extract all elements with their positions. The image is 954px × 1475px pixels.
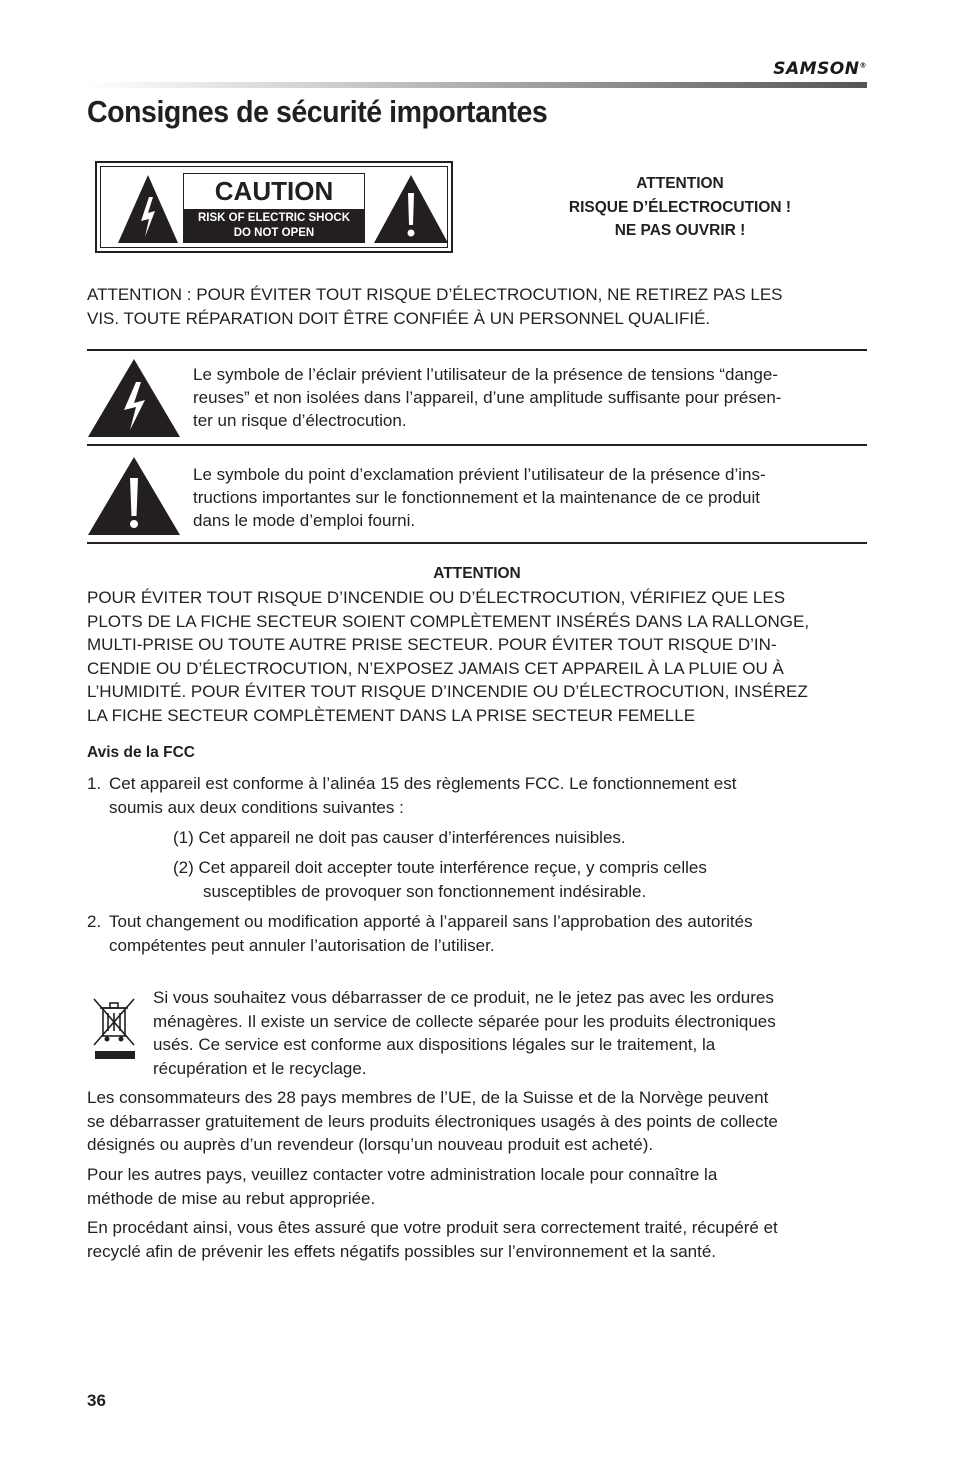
closing-paragraph-3: [87, 1216, 877, 1263]
exclamation-line-3: dans le mode d’emploi fourni.: [193, 511, 416, 530]
caution-word: CAUTION: [214, 176, 334, 206]
weee-line: Si vous souhaitez vous débarrasser de ce produit, ne le jetez pas avec les ordures: [153, 988, 774, 1007]
exclamation-line-2: tructions importantes sur le fonctionnement et la maintenance de ce produit: [193, 488, 760, 507]
caution-band: [184, 209, 364, 242]
warning-paragraph: [87, 283, 783, 330]
fcc-heading: Avis de la FCC: [87, 744, 195, 761]
divider: [87, 349, 867, 351]
lightning-symbol-icon: [87, 358, 181, 438]
exclamation-warning-icon: [373, 173, 449, 245]
fcc-item-2-line-1: Tout changement ou modification apporté à l’appareil sans l’approbation des autorités: [109, 912, 753, 931]
exclamation-symbol-icon: [87, 456, 181, 536]
closing-line: se débarrasser gratuitement de leurs produits électroniques usagés à des points de collecte: [87, 1111, 778, 1131]
attention-line-3: NE PAS OUVRIR !: [614, 222, 746, 239]
lightning-warning-icon: [117, 173, 179, 245]
fcc-item-1-line-1: Cet appareil est conforme à l’alinéa 15 des règlements FCC. Le fonctionnement est: [109, 774, 737, 793]
attention-paragraph: [87, 586, 877, 727]
lightning-description: [193, 363, 863, 432]
exclamation-line-1: Le symbole du point d’exclamation prévient l’utilisateur de la présence d’ins-: [193, 465, 766, 484]
attention-notice: [540, 172, 820, 243]
caution-label: [95, 161, 453, 253]
closing-line: recyclé afin de prévenir les effets négatifs possibles sur l’environnement et la santé.: [87, 1241, 717, 1261]
attention-heading: ATTENTION: [433, 565, 521, 582]
closing-paragraph-1: [87, 1086, 877, 1157]
fcc-sub-2-line-2: susceptibles de provoquer son fonctionnement indésirable.: [203, 881, 647, 901]
fcc-item-2-number: 2.: [87, 912, 102, 931]
fcc-item-1: [109, 772, 736, 819]
caution-line-2: DO NOT OPEN: [233, 227, 315, 239]
fcc-item-2-line-2: compétentes peut annuler l’autorisation de l’utiliser.: [109, 935, 495, 955]
attention-paragraph-line: MULTI-PRISE OU TOUTE AUTRE PRISE SECTEUR. POUR ÉVITER TOUT RISQUE D’IN-: [87, 635, 777, 654]
attention-paragraph-line: LA FICHE SECTEUR COMPLÈTEMENT DANS LA PRISE SECTEUR FEMELLE: [87, 705, 696, 725]
attention-line-2: RISQUE D’ÉLECTROCUTION !: [568, 198, 792, 216]
divider: [87, 542, 867, 544]
closing-paragraph-2: [87, 1163, 877, 1210]
weee-line: récupération et le recyclage.: [153, 1058, 367, 1078]
brand-name: SAMSON: [773, 59, 860, 79]
caution-center-panel: [183, 173, 365, 243]
attention-paragraph-line: PLOTS DE LA FICHE SECTEUR SOIENT COMPLÈTEMENT INSÉRÉS DANS LA RALLONGE,: [87, 611, 810, 631]
warning-line-1: ATTENTION : POUR ÉVITER TOUT RISQUE D’ÉLECTROCUTION, NE RETIREZ PAS LES: [87, 285, 783, 304]
weee-line: ménagères. Il existe un service de collecte séparée pour les produits électroniques: [153, 1011, 776, 1031]
fcc-sub-2-line-1: (2) Cet appareil doit accepter toute interférence reçue, y compris celles: [173, 858, 707, 877]
closing-line: désignés ou auprès d’un revendeur (lorsqu’un nouveau produit est acheté).: [87, 1135, 654, 1154]
warning-line-2: VIS. TOUTE RÉPARATION DOIT ÊTRE CONFIÉE À UN PERSONNEL QUALIFIÉ.: [87, 308, 711, 328]
closing-line: méthode de mise au rebut appropriée.: [87, 1188, 376, 1208]
caution-line-1: RISK OF ELECTRIC SHOCK: [197, 212, 351, 224]
attention-paragraph-line: POUR ÉVITER TOUT RISQUE D’INCENDIE OU D’ÉLECTROCUTION, VÉRIFIEZ QUE LES: [87, 588, 786, 607]
lightning-line-1: Le symbole de l’éclair prévient l’utilisateur de la présence de tensions “dange-: [193, 365, 778, 384]
fcc-item-1-number: 1.: [87, 774, 102, 793]
fcc-sub-2: [173, 856, 707, 903]
weee-paragraph: [153, 986, 863, 1080]
page-number: 36: [87, 1391, 106, 1410]
attention-paragraph-line: CENDIE OU D’ÉLECTROCUTION, N’EXPOSEZ JAMAIS CET APPAREIL À LA PLUIE OU À: [87, 658, 784, 678]
attention-paragraph-line: L’HUMIDITÉ. POUR ÉVITER TOUT RISQUE D’INCENDIE OU D’ÉLECTROCUTION, INSÉREZ: [87, 682, 808, 701]
fcc-item-2: [109, 910, 753, 957]
weee-line: usés. Ce service est conforme aux dispositions légales sur le traitement, la: [153, 1035, 716, 1054]
page-title: Consignes de sécurité importantes: [87, 94, 548, 129]
header-bar: [87, 82, 867, 88]
lightning-line-3: ter un risque d’électrocution.: [193, 411, 407, 430]
exclamation-description: [193, 463, 863, 532]
fcc-item-1-line-2: soumis aux deux conditions suivantes :: [109, 797, 404, 817]
closing-line: Les consommateurs des 28 pays membres de l’UE, de la Suisse et de la Norvège peuvent: [87, 1088, 769, 1107]
crossed-bin-icon: [90, 993, 140, 1063]
lightning-line-2: reuses” et non isolées dans l’appareil, d’une amplitude suffisante pour présen-: [193, 388, 782, 407]
divider: [87, 444, 867, 446]
closing-line: Pour les autres pays, veuillez contacter votre administration locale pour connaître la: [87, 1165, 718, 1184]
closing-line: En procédant ainsi, vous êtes assuré que votre produit sera correctement traité, récupéré et: [87, 1218, 778, 1237]
fcc-sub-1: (1) Cet appareil ne doit pas causer d’interférences nuisibles.: [173, 828, 626, 847]
attention-line-1: ATTENTION: [636, 175, 724, 192]
trademark-mark: ®: [859, 61, 867, 70]
brand-logo: [773, 59, 867, 79]
